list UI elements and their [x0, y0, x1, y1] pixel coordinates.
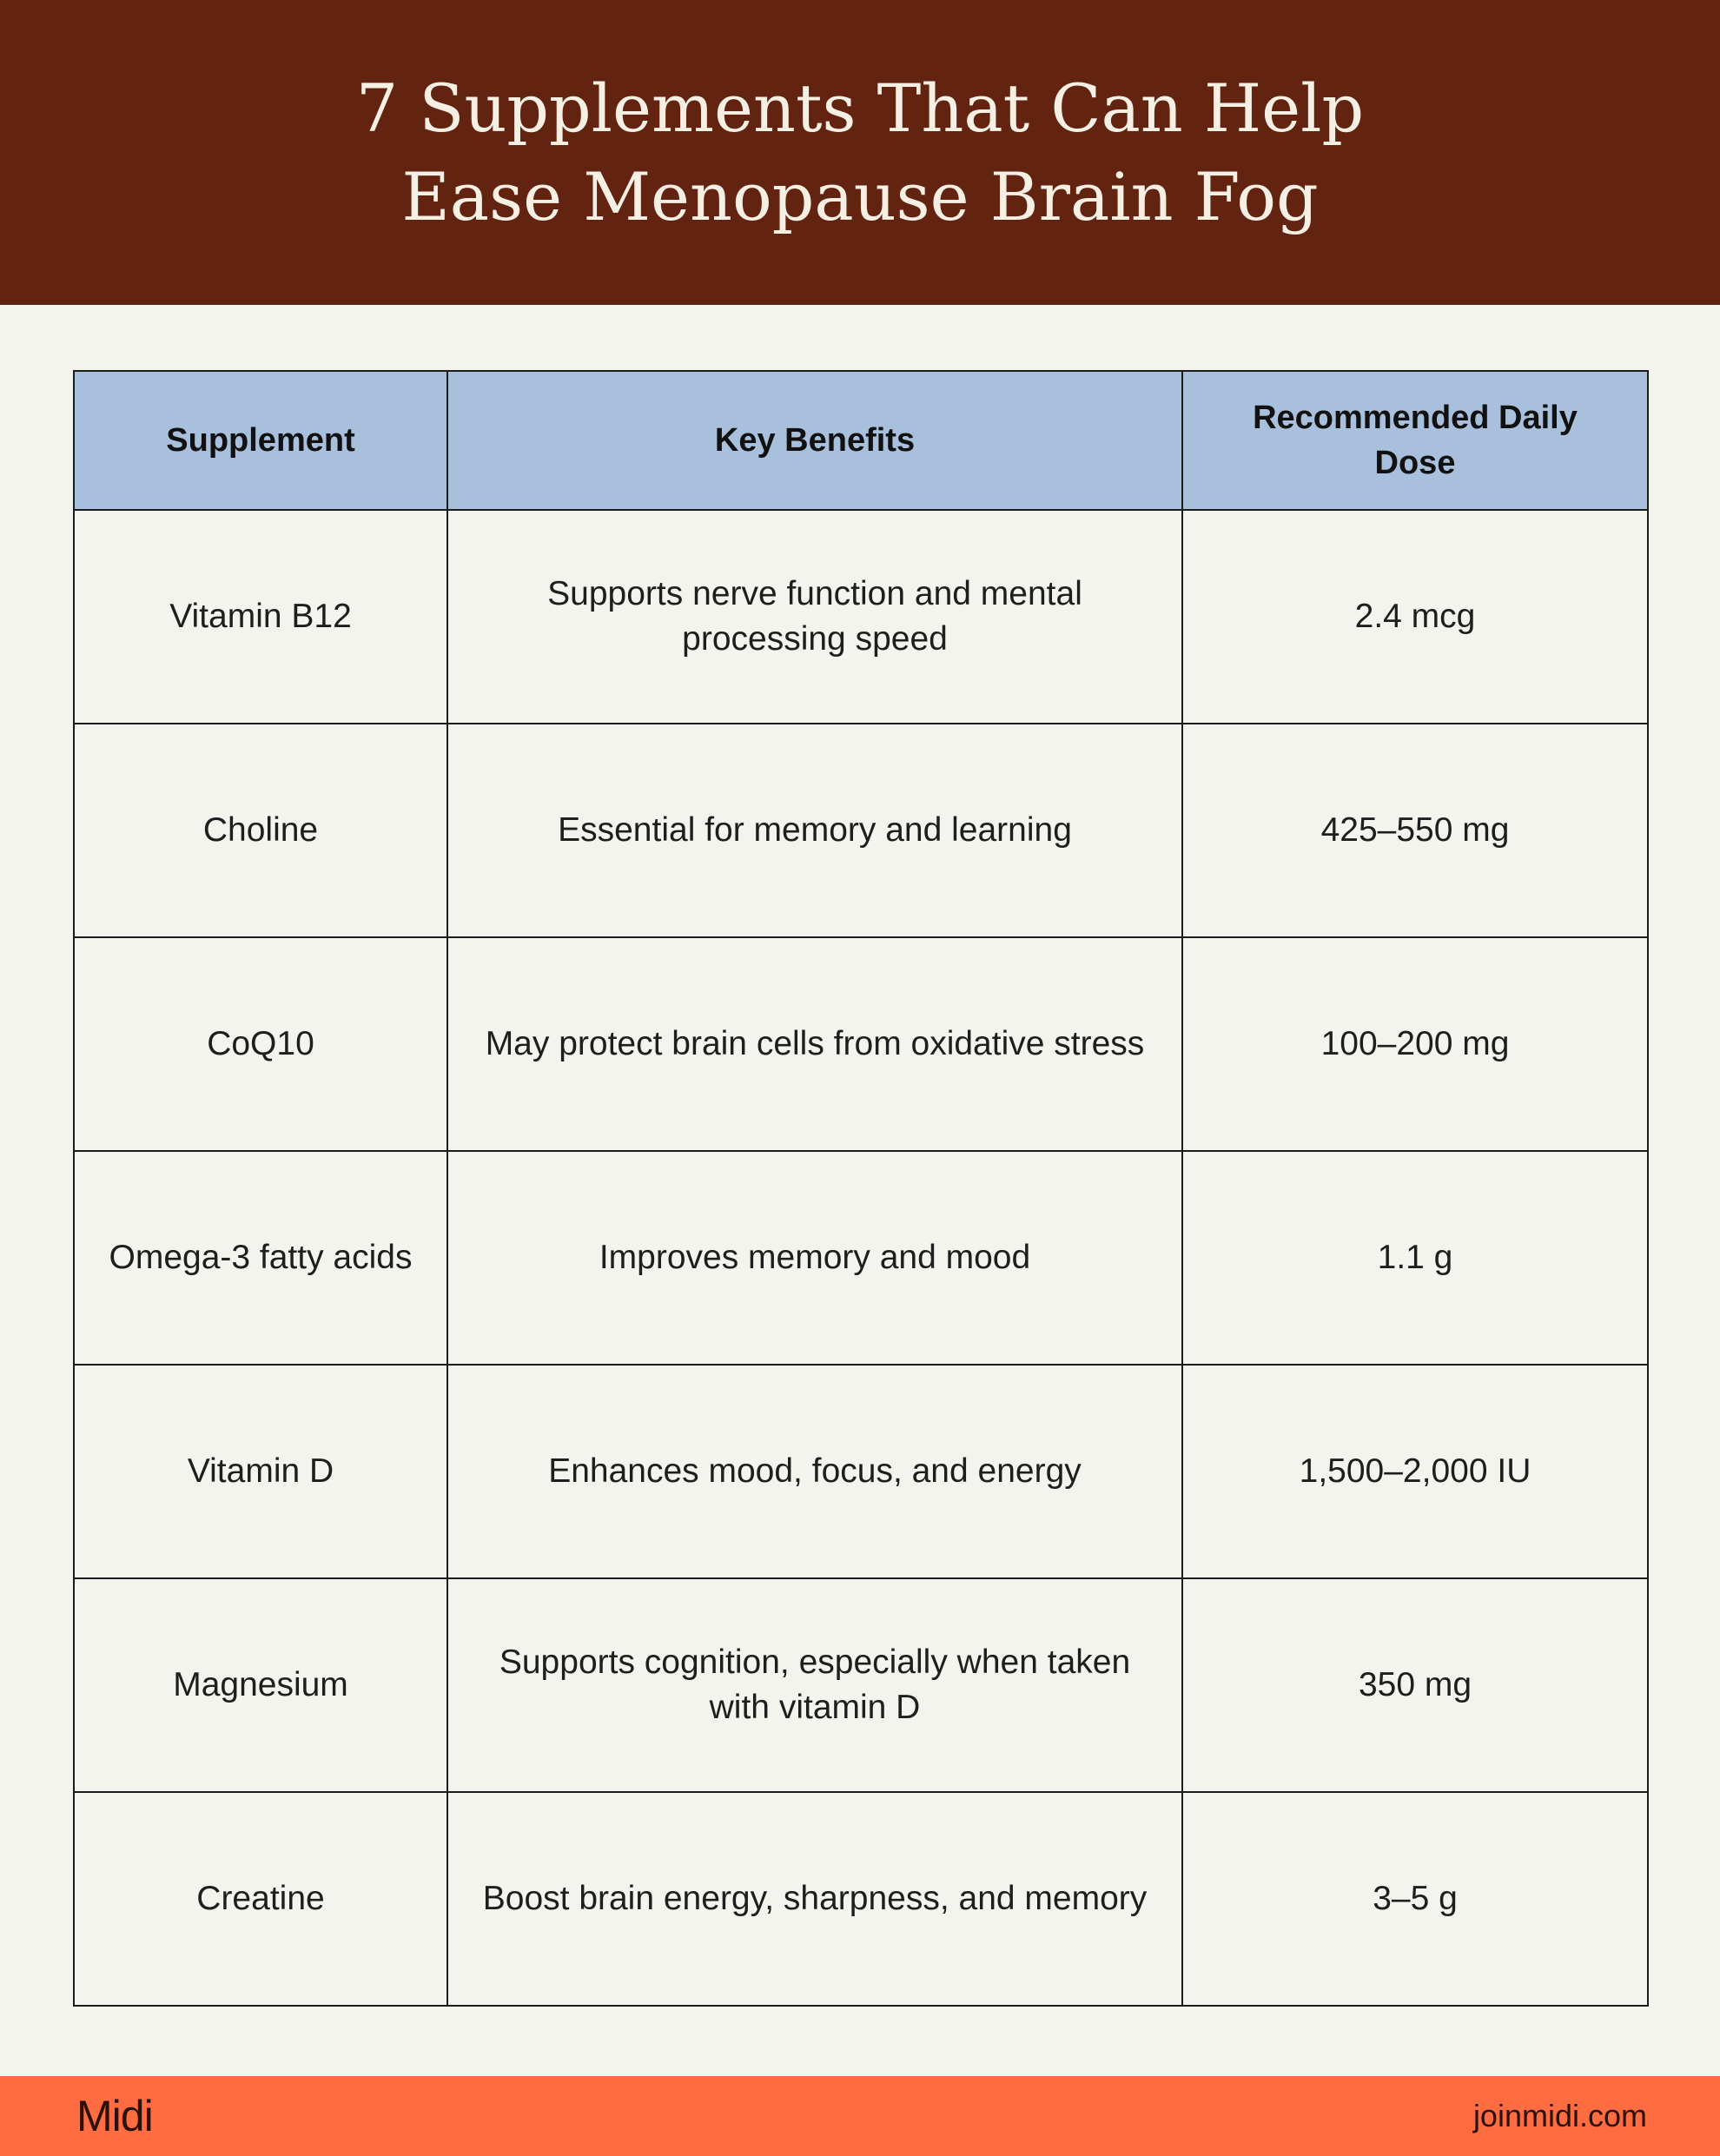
benefit-cell: Boost brain energy, sharpness, and memory [447, 1792, 1182, 2006]
dose-cell: 2.4 mcg [1182, 510, 1648, 724]
table-header-row [74, 371, 1648, 510]
supplement-cell: Creatine [74, 1792, 447, 2006]
table-row [74, 1578, 1648, 1792]
dose-cell: 100–200 mg [1182, 937, 1648, 1151]
supplements-table-container [73, 370, 1647, 2007]
dose-cell: 350 mg [1182, 1578, 1648, 1792]
website-link[interactable]: joinmidi.com [1472, 2098, 1647, 2133]
midi-logo: Midi [76, 2092, 153, 2140]
dose-cell: 1.1 g [1182, 1151, 1648, 1365]
column-header-dose: Recommended Daily Dose [1182, 371, 1648, 510]
column-header-key-benefits: Key Benefits [447, 371, 1182, 510]
supplements-table [73, 370, 1649, 2007]
benefit-cell: Enhances mood, focus, and energy [447, 1365, 1182, 1578]
table-row [74, 1365, 1648, 1578]
footer-bar [0, 2076, 1720, 2156]
supplement-cell: CoQ10 [74, 937, 447, 1151]
table-row [74, 1151, 1648, 1365]
supplement-cell: Magnesium [74, 1578, 447, 1792]
table-row [74, 937, 1648, 1151]
page-title: 7 Supplements That Can Help Ease Menopause Brain Fog [355, 69, 1365, 235]
supplement-cell: Choline [74, 724, 447, 937]
dose-cell: 3–5 g [1182, 1792, 1648, 2006]
benefit-cell: Supports cognition, especially when taken with vitamin D [447, 1578, 1182, 1792]
benefit-cell: Supports nerve function and mental processing speed [447, 510, 1182, 724]
column-header-supplement: Supplement [74, 371, 447, 510]
table-row [74, 1792, 1648, 2006]
supplement-cell: Vitamin B12 [74, 510, 447, 724]
benefit-cell: Improves memory and mood [447, 1151, 1182, 1365]
table-row [74, 510, 1648, 724]
dose-cell: 425–550 mg [1182, 724, 1648, 937]
benefit-cell: May protect brain cells from oxidative stress [447, 937, 1182, 1151]
header-banner [0, 0, 1720, 305]
dose-cell: 1,500–2,000 IU [1182, 1365, 1648, 1578]
supplement-cell: Vitamin D [74, 1365, 447, 1578]
table-row [74, 724, 1648, 937]
benefit-cell: Essential for memory and learning [447, 724, 1182, 937]
supplement-cell: Omega-3 fatty acids [74, 1151, 447, 1365]
